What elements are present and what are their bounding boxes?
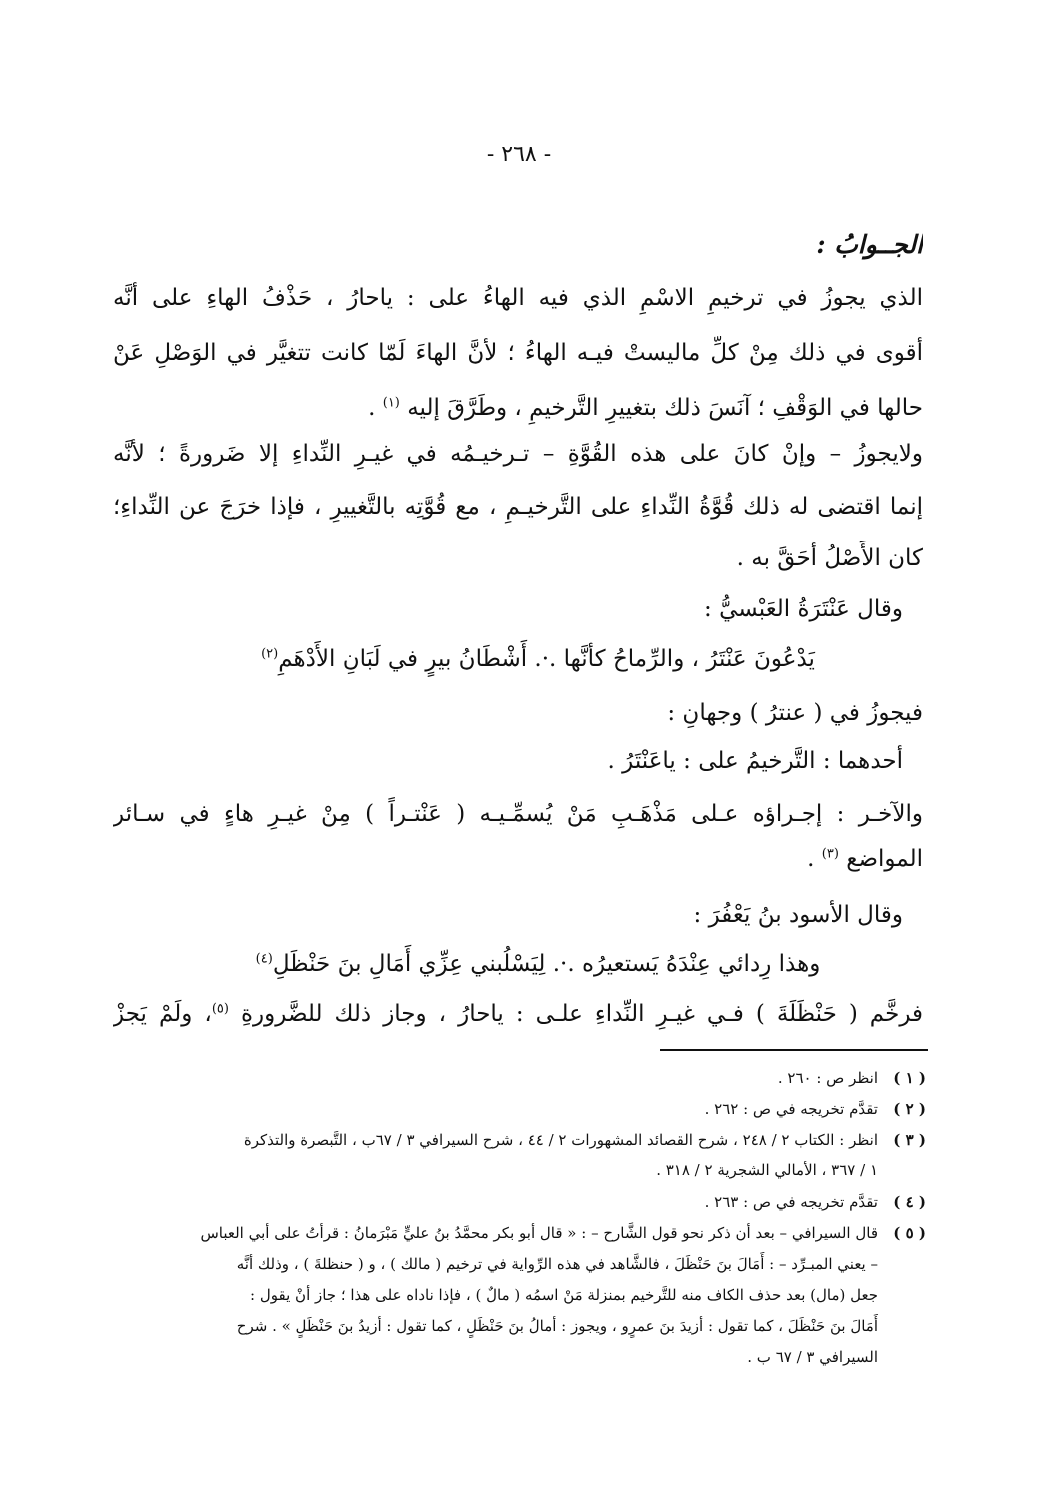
first-face-line: أحدهما : التَّرخيمُ على : ياعَنْتَرُ . <box>607 748 903 774</box>
period: . <box>807 846 822 872</box>
footnote-5-line2: – يعني المبـرِّد – : أَمَالَ بنَ حَنْظَلَ ، فالشَّاهد في هذه الرِّواية في ترخيم ( مالك ) ، و ( حنظلةَ ) ، وذلك أنَّه <box>236 1255 878 1273</box>
footnote-2 <box>112 1097 926 1121</box>
footnote-text: تقدَّم تخريجه في ص : ٢٦٢ . <box>704 1100 878 1118</box>
footnote-5-line5: السيرافي ٣ / ٦٧ ب . <box>747 1348 878 1366</box>
two-faces-line: فيجوزُ في ( عنترُ ) وجهانِ : <box>667 700 923 726</box>
paragraph1-line2: أقوى في ذلك مِنْ كلِّ ماليستْ فيـه الهاءُ ؛ لأنَّ الهاءَ لَمّا كانت تتغيَّر في الوَصْلِ عَنْ <box>113 340 923 366</box>
footnote-3-continued: ١ / ٣٦٧ ، الأمالي الشجرية ٢ / ٣١٨ . <box>656 1161 878 1179</box>
footnote-separator <box>660 1049 928 1051</box>
footnote-number: ( ٢ ) <box>893 1100 926 1118</box>
paragraph2-line3: كان الأَصْلُ أحَقَّ به . <box>736 545 923 571</box>
paragraph1-line3-text: حالها في الوَقْفِ ؛ آنَسَ ذلك بتغييرِ التَّرخيمِ ، وطَرَّقَ إليه <box>407 395 923 421</box>
footnote-1 <box>112 1066 926 1090</box>
footnote-text: انظر : الكتاب ٢ / ٢٤٨ ، شرح القصائد المشهورات ٢ / ٤٤ ، شرح السيرافي ٣ / ٦٧ب ، التَّبصرة والتذكرة <box>243 1131 878 1149</box>
paragraph1-line1: الذي يجوزُ في ترخيمِ الاسْمِ الذي فيه الهاءُ على : ياحارُ ، حَذْفُ الهاءِ على أنَّه <box>113 285 923 311</box>
footnote-text: تقدَّم تخريجه في ص : ٢٦٣ . <box>704 1193 878 1211</box>
footnote-5 <box>112 1221 926 1245</box>
footnote-number: ( ٥ ) <box>893 1224 926 1242</box>
footnote-ref-5: (٥) <box>211 1001 229 1017</box>
intro-aswad: وقال الأسود بنُ يَعْفُرَ : <box>693 902 903 928</box>
paragraph1-line3 <box>113 391 923 425</box>
intro-antara: وقال عَنْتَرَةُ العَبْسيُّ : <box>704 596 903 622</box>
page-number: - ٢٦٨ - <box>486 142 552 167</box>
last-body-text: فرخَّم ( حَنْظَلَةَ ) فـي غيـرِ النِّداءِ علـى : ياحارُ ، وجاز ذلك للضَّرورةِ <box>241 1001 923 1027</box>
footnote-5-line4: أَمَالَ بنَ حَنْظَلَ ، كما تقول : أزيدَ بنَ عمرٍو ، ويجوز : أمالُ بنَ حَنْظَلٍ ، كما تقول : أزيدُ بنَ حَنْظَلٍ » . شرح <box>236 1317 878 1335</box>
verse-antara <box>193 642 883 676</box>
verse-antara-text: يَدْعُونَ عَنْتَرُ ، والرِّماحُ كأنَّها .·. أَشْطَانُ بيرٍ في لَبَانِ الأَدْهَمِ <box>278 646 815 672</box>
footnote-5-line3: جعل (مال) بعد حذف الكاف منه للتَّرخيم بمنزلة مَنْ اسمُه ( مالٌ ) ، فإذا ناداه على هذا ؛ جاز أنْ يقول : <box>250 1286 878 1304</box>
paragraph2-line1: ولايجوزُ – وإنْ كانَ على هذه القُوَّةِ – تـرخيـمُه في غيـرِ النِّداءِ إلا ضَرورةً ؛ لأنَّه <box>113 441 923 467</box>
footnote-number: ( ١ ) <box>893 1069 926 1087</box>
footnote-ref-4: (٤) <box>255 951 273 967</box>
verse-aswad-text: وهذا رِدائي عِنْدَهُ يَستعيرُه .·. لِيَسْلُبني عِزِّي أَمَالِ بنَ حَنْظَلِ <box>272 951 821 977</box>
footnote-number: ( ٣ ) <box>893 1131 926 1149</box>
footnote-ref-1: (١) <box>382 395 400 411</box>
last-body-line <box>113 997 923 1031</box>
footnote-text: انظر ص : ٢٦٠ . <box>777 1069 878 1087</box>
places-text: المواضع <box>846 846 923 872</box>
footnote-number: ( ٤ ) <box>893 1193 926 1211</box>
verse-aswad <box>193 947 883 981</box>
places-line <box>113 842 923 876</box>
last-body-end: ، ولَمْ يَجزْ <box>113 1001 212 1027</box>
period: . <box>368 395 383 421</box>
footnote-ref-2: (٢) <box>261 646 279 662</box>
second-face-line: والآخـر : إجـراؤه عـلى مَذْهَـبِ مَنْ يُسمِّـيـه ( عَنْتـراً ) مِنْ غيـرِ هاءٍ في سـائر <box>113 801 923 827</box>
footnote-3 <box>112 1128 926 1152</box>
footnote-text: قال السيرافي – بعد أن ذكر نحو قول الشَّارح – : « قال أبو بكر محمَّدُ بنُ عليٍّ مَبْرَمانُ : قرأتُ على أبي العباس <box>200 1224 878 1242</box>
footnote-4 <box>112 1190 926 1214</box>
footnote-ref-3: (٣) <box>821 846 839 862</box>
answer-heading: الجــوابُ : <box>816 230 923 259</box>
paragraph2-line2: إنما اقتضى له ذلك قُوَّةُ النِّداءِ على التَّرخيـمِ ، مع قُوَّتِه بالتَّغييرِ ، فإذا خرَجَ عن النِّداءِ؛ <box>113 494 923 520</box>
